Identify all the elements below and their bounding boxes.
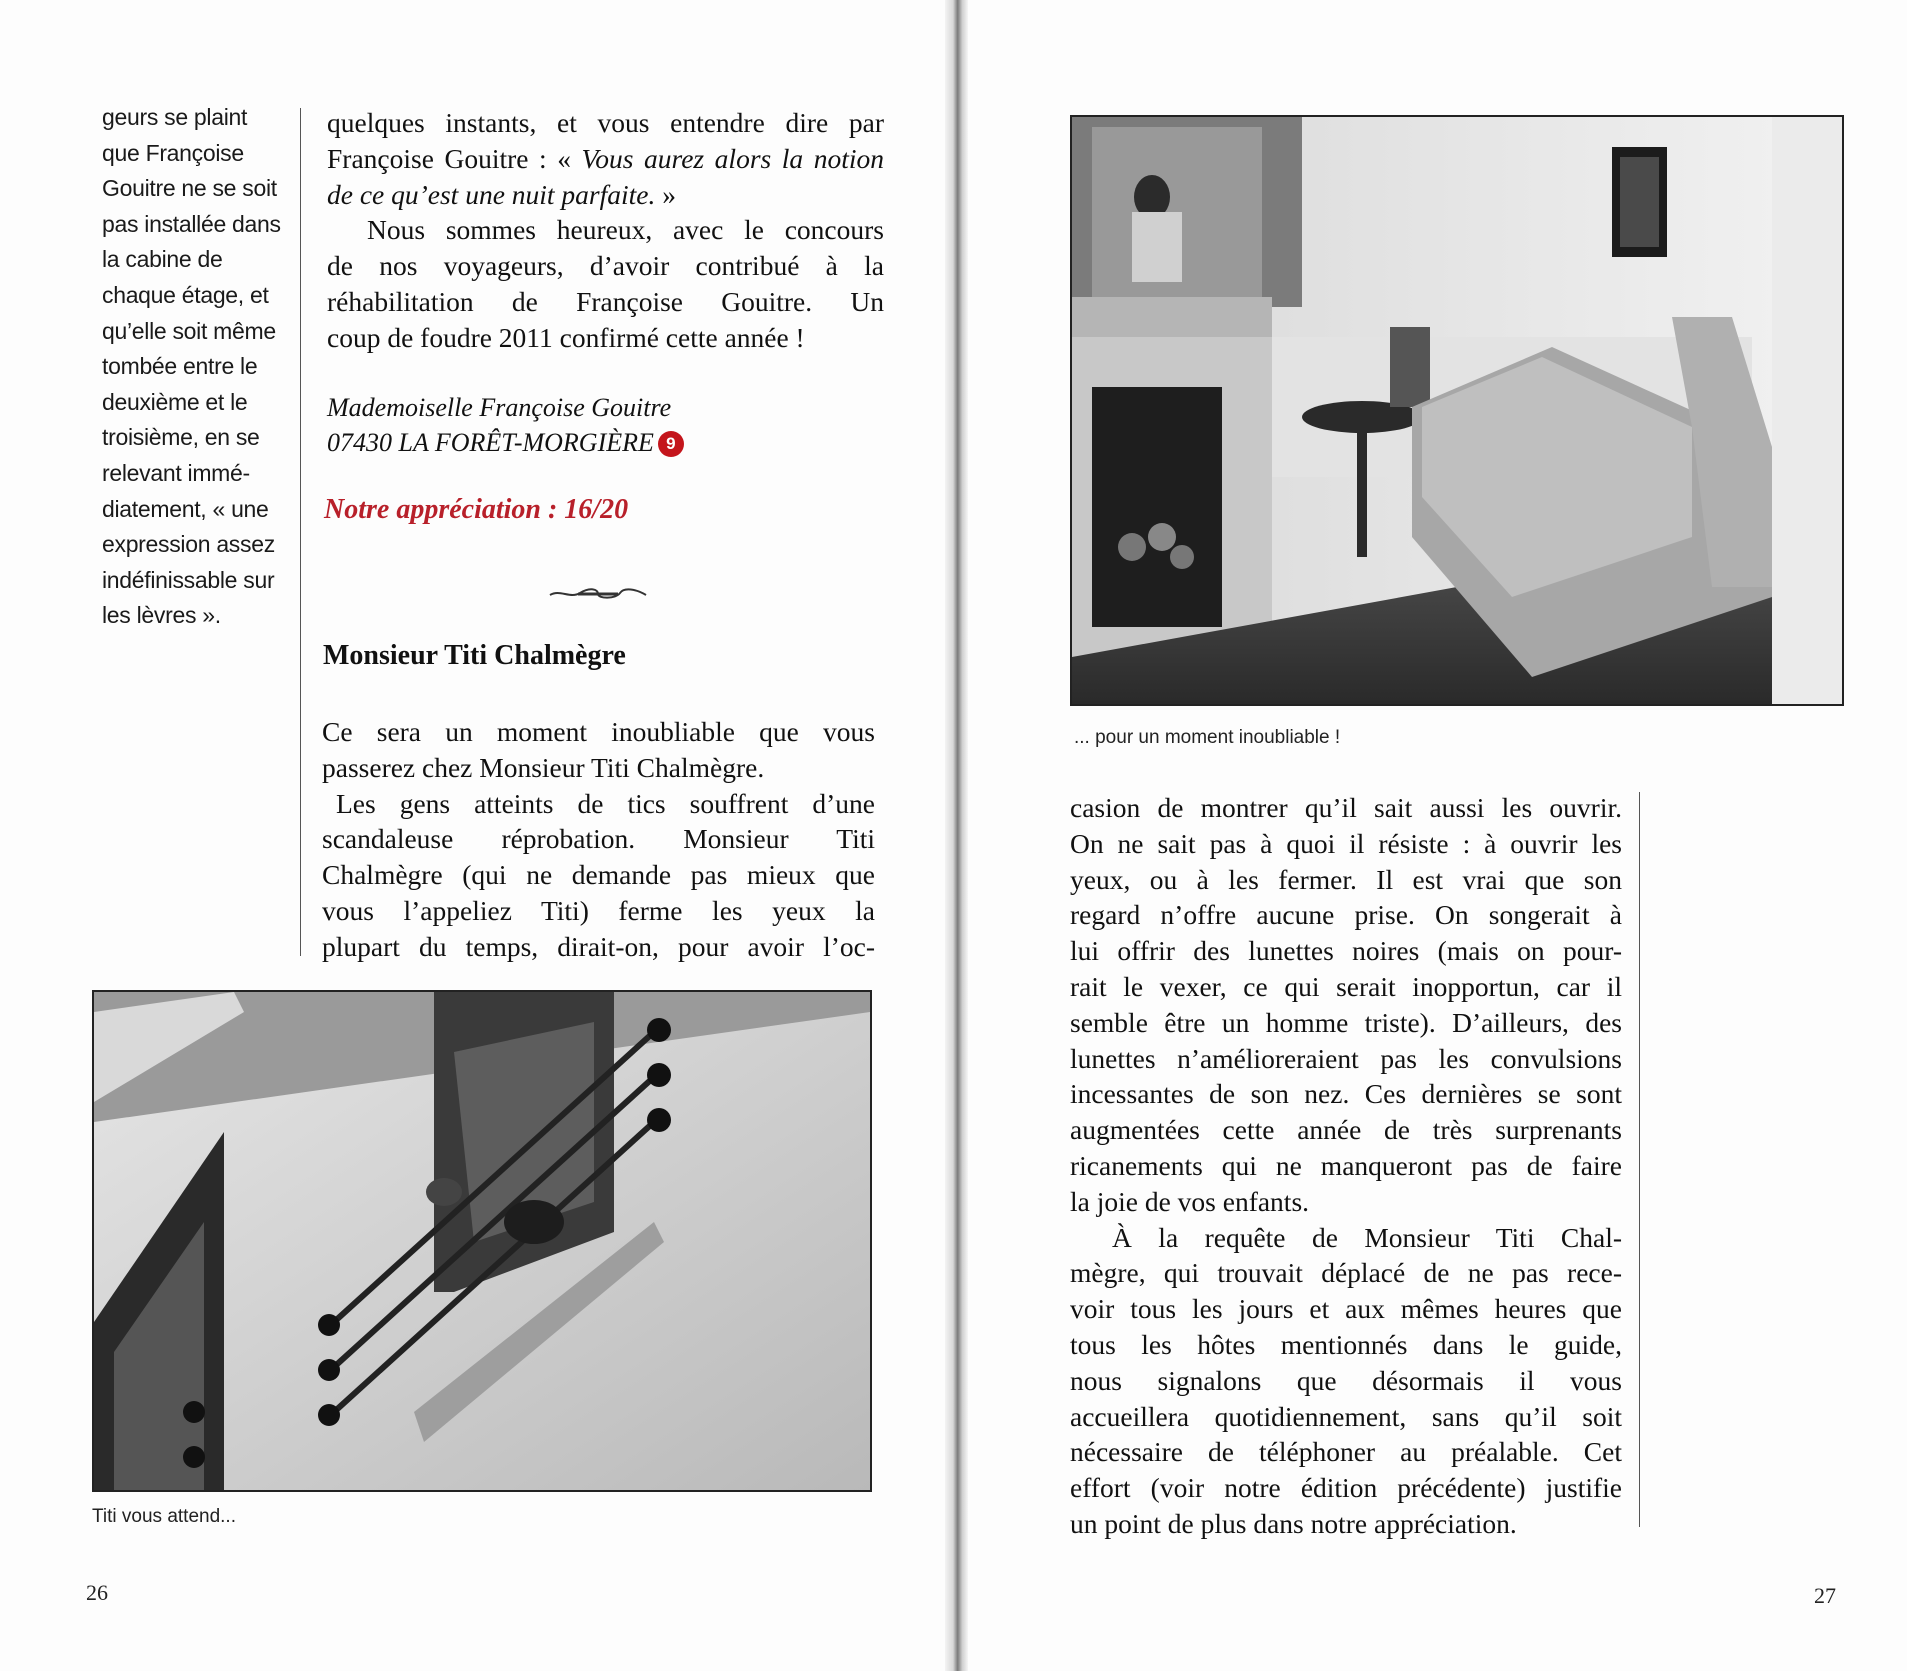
body-line: tous les hôtes mentionnés dans le guide, <box>1070 1328 1622 1360</box>
narrow-line: tombée entre le <box>102 353 258 380</box>
body-line: voir tous les jours et aux mêmes heures que <box>1070 1293 1622 1325</box>
narrow-line: geurs se plaint <box>102 104 248 130</box>
body-line: semble être un homme triste). D’ailleurs, des <box>1070 1006 1622 1038</box>
body-line: Ce sera un moment inoubliable que vous <box>322 716 875 747</box>
narrow-line: diatement, « une <box>102 495 269 522</box>
intro-line <box>327 177 884 213</box>
page-number: 26 <box>86 1580 108 1605</box>
body-line: casion de montrer qu’il sait aussi les ouvrir. <box>1070 792 1622 823</box>
body-line: incessantes de son nez. Ces dernières se sont <box>1070 1078 1622 1110</box>
narrow-line: qu’elle soit même <box>102 317 276 344</box>
narrow-line: pas installée dans <box>102 210 281 237</box>
body-line: Les gens atteints de tics souffrent d’une <box>336 787 875 819</box>
quote-text: Vous aurez alors la notion <box>581 142 884 174</box>
page-number: 27 <box>1814 1583 1836 1608</box>
signature-name: Mademoiselle Françoise Gouitre <box>327 393 672 422</box>
body-line: lui offrir des lunettes noires (mais on pour- <box>1070 935 1622 967</box>
body-line: accueillera quotidiennement, sans qu’il soit <box>1070 1400 1622 1432</box>
body-line: On ne sait pas à quoi il résiste : à ouvrir les <box>1070 827 1622 859</box>
paragraph-line: coup de foudre 2011 confirmé cette année ! <box>327 321 805 353</box>
body-line: mègre, qui trouvait déplacé de ne pas rece- <box>1070 1257 1622 1289</box>
body-line: regard n’offre aucune prise. On songerait à <box>1070 899 1622 931</box>
intro-text: » <box>655 178 677 210</box>
narrow-line: troisième, en se <box>102 424 260 451</box>
entry-number-badge: 9 <box>658 431 684 457</box>
interior-photo <box>1070 115 1844 706</box>
narrow-line: les lèvres ». <box>102 602 221 629</box>
body-line: plupart du temps, dirait-on, pour avoir l’oc- <box>322 930 875 962</box>
quote-text: de ce qu’est une nuit parfaite. <box>327 178 656 210</box>
narrow-line: expression assez <box>102 531 275 558</box>
interior-illustration <box>1072 117 1842 704</box>
paragraph-line: Nous sommes heureux, avec le concours <box>367 214 884 246</box>
intro-line <box>327 141 884 177</box>
column-rule <box>1639 792 1640 1527</box>
balcony-photo <box>92 990 872 1492</box>
intro-text: Françoise Gouitre : « <box>327 142 582 174</box>
paragraph-line: de nos voyageurs, d’avoir contribué à la <box>327 250 884 282</box>
intro-block <box>327 105 884 356</box>
body-line: scandaleuse réprobation. Monsieur Titi <box>322 823 875 855</box>
signature-block <box>327 390 684 460</box>
intro-line: quelques instants, et vous entendre dire par <box>327 107 884 138</box>
book-gutter <box>945 0 968 1671</box>
signature-address: 07430 LA FORÊT-MORGIÈRE <box>327 428 654 457</box>
body-line: nécessaire de téléphoner au préalable. Cet <box>1070 1436 1622 1468</box>
balcony-photo-caption: Titi vous attend... <box>92 1506 236 1527</box>
entry-heading: Monsieur Titi Chalmègre <box>323 640 626 671</box>
narrow-line: relevant immé- <box>102 459 250 486</box>
body-line: yeux, ou à les fermer. Il est vrai que son <box>1070 863 1622 895</box>
narrow-line: que Françoise <box>102 139 244 166</box>
rating-text: Notre appréciation : 16/20 <box>324 494 629 525</box>
narrow-line: chaque étage, et <box>102 281 269 308</box>
paragraph-line: réhabilitation de Françoise Gouitre. Un <box>327 285 884 317</box>
body-line: À la requête de Monsieur Titi Chal- <box>1112 1221 1622 1253</box>
body-line: rait le vexer, ce qui serait inopportun, car il <box>1070 970 1622 1002</box>
body-line: ricanements qui ne manqueront pas de faire <box>1070 1149 1622 1181</box>
interior-photo-caption: ... pour un moment inoubliable ! <box>1074 727 1341 748</box>
entry-body <box>322 714 875 965</box>
body-line: lunettes n’amélioreraient pas les convulsions <box>1070 1042 1622 1074</box>
balcony-illustration <box>94 992 870 1490</box>
body-line: nous signalons que désormais il vous <box>1070 1364 1622 1396</box>
narrow-line: indéfinissable sur <box>102 566 275 593</box>
narrow-column <box>102 100 302 634</box>
ornament-divider <box>548 585 648 606</box>
narrow-line: deuxième et le <box>102 388 248 415</box>
body-line: vous l’appeliez Titi) ferme les yeux la <box>322 894 875 926</box>
body-line: augmentées cette année de très surprenants <box>1070 1114 1622 1146</box>
body-line: Chalmègre (qui ne demande pas mieux que <box>322 859 875 891</box>
continuation-body <box>1070 790 1622 1542</box>
body-line: un point de plus dans notre appréciation. <box>1070 1507 1517 1539</box>
ornament-icon <box>548 587 648 601</box>
narrow-line: Gouitre ne se soit <box>102 175 277 202</box>
body-line: la joie de vos enfants. <box>1070 1185 1310 1217</box>
signature-address-line <box>327 425 684 460</box>
left-page <box>0 0 945 1671</box>
narrow-line: la cabine de <box>102 246 223 273</box>
body-line: effort (voir notre édition précédente) justifie <box>1070 1472 1622 1504</box>
column-rule <box>300 108 301 956</box>
right-page <box>968 0 1907 1671</box>
body-line: passerez chez Monsieur Titi Chalmègre. <box>322 751 765 783</box>
